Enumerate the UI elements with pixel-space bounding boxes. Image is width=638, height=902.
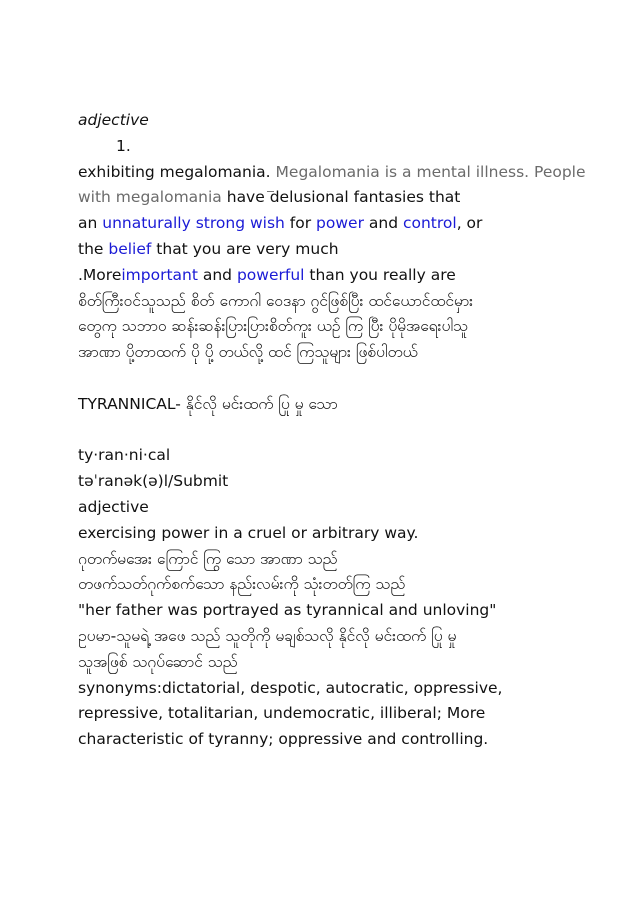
- quoted-explanation: Megalomania is a mental illness. People: [275, 162, 586, 181]
- quoted-explanation: with megalomania: [78, 188, 222, 207]
- definition-line-5: [78, 263, 578, 289]
- myanmar-translation-2: တွေကု သဘာဝ ဆန်းဆန်းပြားပြားစိတ်ကူး ယဥ် ကြ ပြီး ပိုမိုအရေးပါသူ: [78, 317, 468, 336]
- text: an: [78, 214, 103, 233]
- part-of-speech: adjective: [78, 111, 149, 129]
- document-body: [78, 108, 586, 753]
- spacer: [78, 418, 578, 444]
- link-control[interactable]: control: [402, 214, 457, 233]
- headword-tyrannical: TYRANNICAL- နိုင်လို မင်းထက် ပြု မှု သော: [78, 394, 338, 413]
- link-belief[interactable]: belief: [108, 239, 152, 258]
- text: and: [363, 214, 403, 233]
- myanmar-example-2: သူအဖြစ် သဂုပ်ဆောင် သည်: [78, 652, 238, 671]
- text: for: [284, 214, 317, 233]
- myanmar-example-1: ဥပမာ-သူမရဲ့ အဖေ သည် သူတိုကို မချစ်သလို နိုင်လို မင်းထက် ပြု မှု: [78, 626, 457, 645]
- synonyms-line-1: synonyms:dictatorial, despotic, autocratic, oppressive,: [78, 678, 503, 697]
- myanmar-translation-1: စိတ်ကြီးဝင်သူသည် စိတ် ကောဂါ ဝေဒနာ ဂွင်ဖြစ်ပြီး ထင်ယောင်ထင်မှား: [78, 291, 474, 310]
- spacer: [78, 366, 578, 392]
- text: that you are very much: [151, 239, 339, 258]
- definition-line-4: [78, 237, 578, 263]
- definition-text: exhibiting megalomania.: [78, 162, 271, 181]
- text: than you really are: [304, 265, 456, 284]
- synonyms-line-2: repressive, totalitarian, undemocratic, illiberal; More: [78, 704, 486, 723]
- myanmar-definition-1: ဂုတက်မအေး ကြောင် ကြွ သော အာဏာ သည်: [78, 549, 338, 568]
- link-powerful[interactable]: powerful: [236, 265, 305, 284]
- part-of-speech-2: adjective: [78, 497, 149, 516]
- sense-number: 1.: [116, 136, 131, 155]
- link-power[interactable]: power: [316, 214, 364, 233]
- definition-line-1: [78, 160, 586, 186]
- definition-text: have delusional fantasies that: [221, 188, 461, 207]
- text: the: [78, 239, 109, 258]
- syllabification: ty·ran·ni·cal: [78, 446, 171, 465]
- definition-tyrannical: exercising power in a cruel or arbitrary way.: [78, 523, 419, 542]
- pronunciation: təˈranək(ə)l/Submit: [78, 472, 229, 491]
- link-important[interactable]: important: [121, 265, 198, 284]
- link-unnaturally-strong-wish[interactable]: unnaturally strong wish: [102, 214, 285, 233]
- example-sentence: "her father was portrayed as tyrannical and unloving": [78, 601, 497, 620]
- definition-line-2: [78, 185, 578, 211]
- synonyms-line-3: characteristic of tyranny; oppressive and controlling.: [78, 730, 489, 749]
- myanmar-definition-2: တဖက်သတ်ဂုက်စက်သော နည်းလမ်းကို သုံးတတ်ကြ သည်: [78, 575, 406, 594]
- myanmar-translation-3: အာဏာ ပို့တာထက် ပို ပို့ တယ်လို့ ထင် ကြသူများ ဖြစ်ပါတယ်: [78, 343, 418, 362]
- text: .More: [78, 265, 122, 284]
- text: , or: [456, 214, 483, 233]
- definition-line-3: [78, 211, 578, 237]
- text: and: [197, 265, 237, 284]
